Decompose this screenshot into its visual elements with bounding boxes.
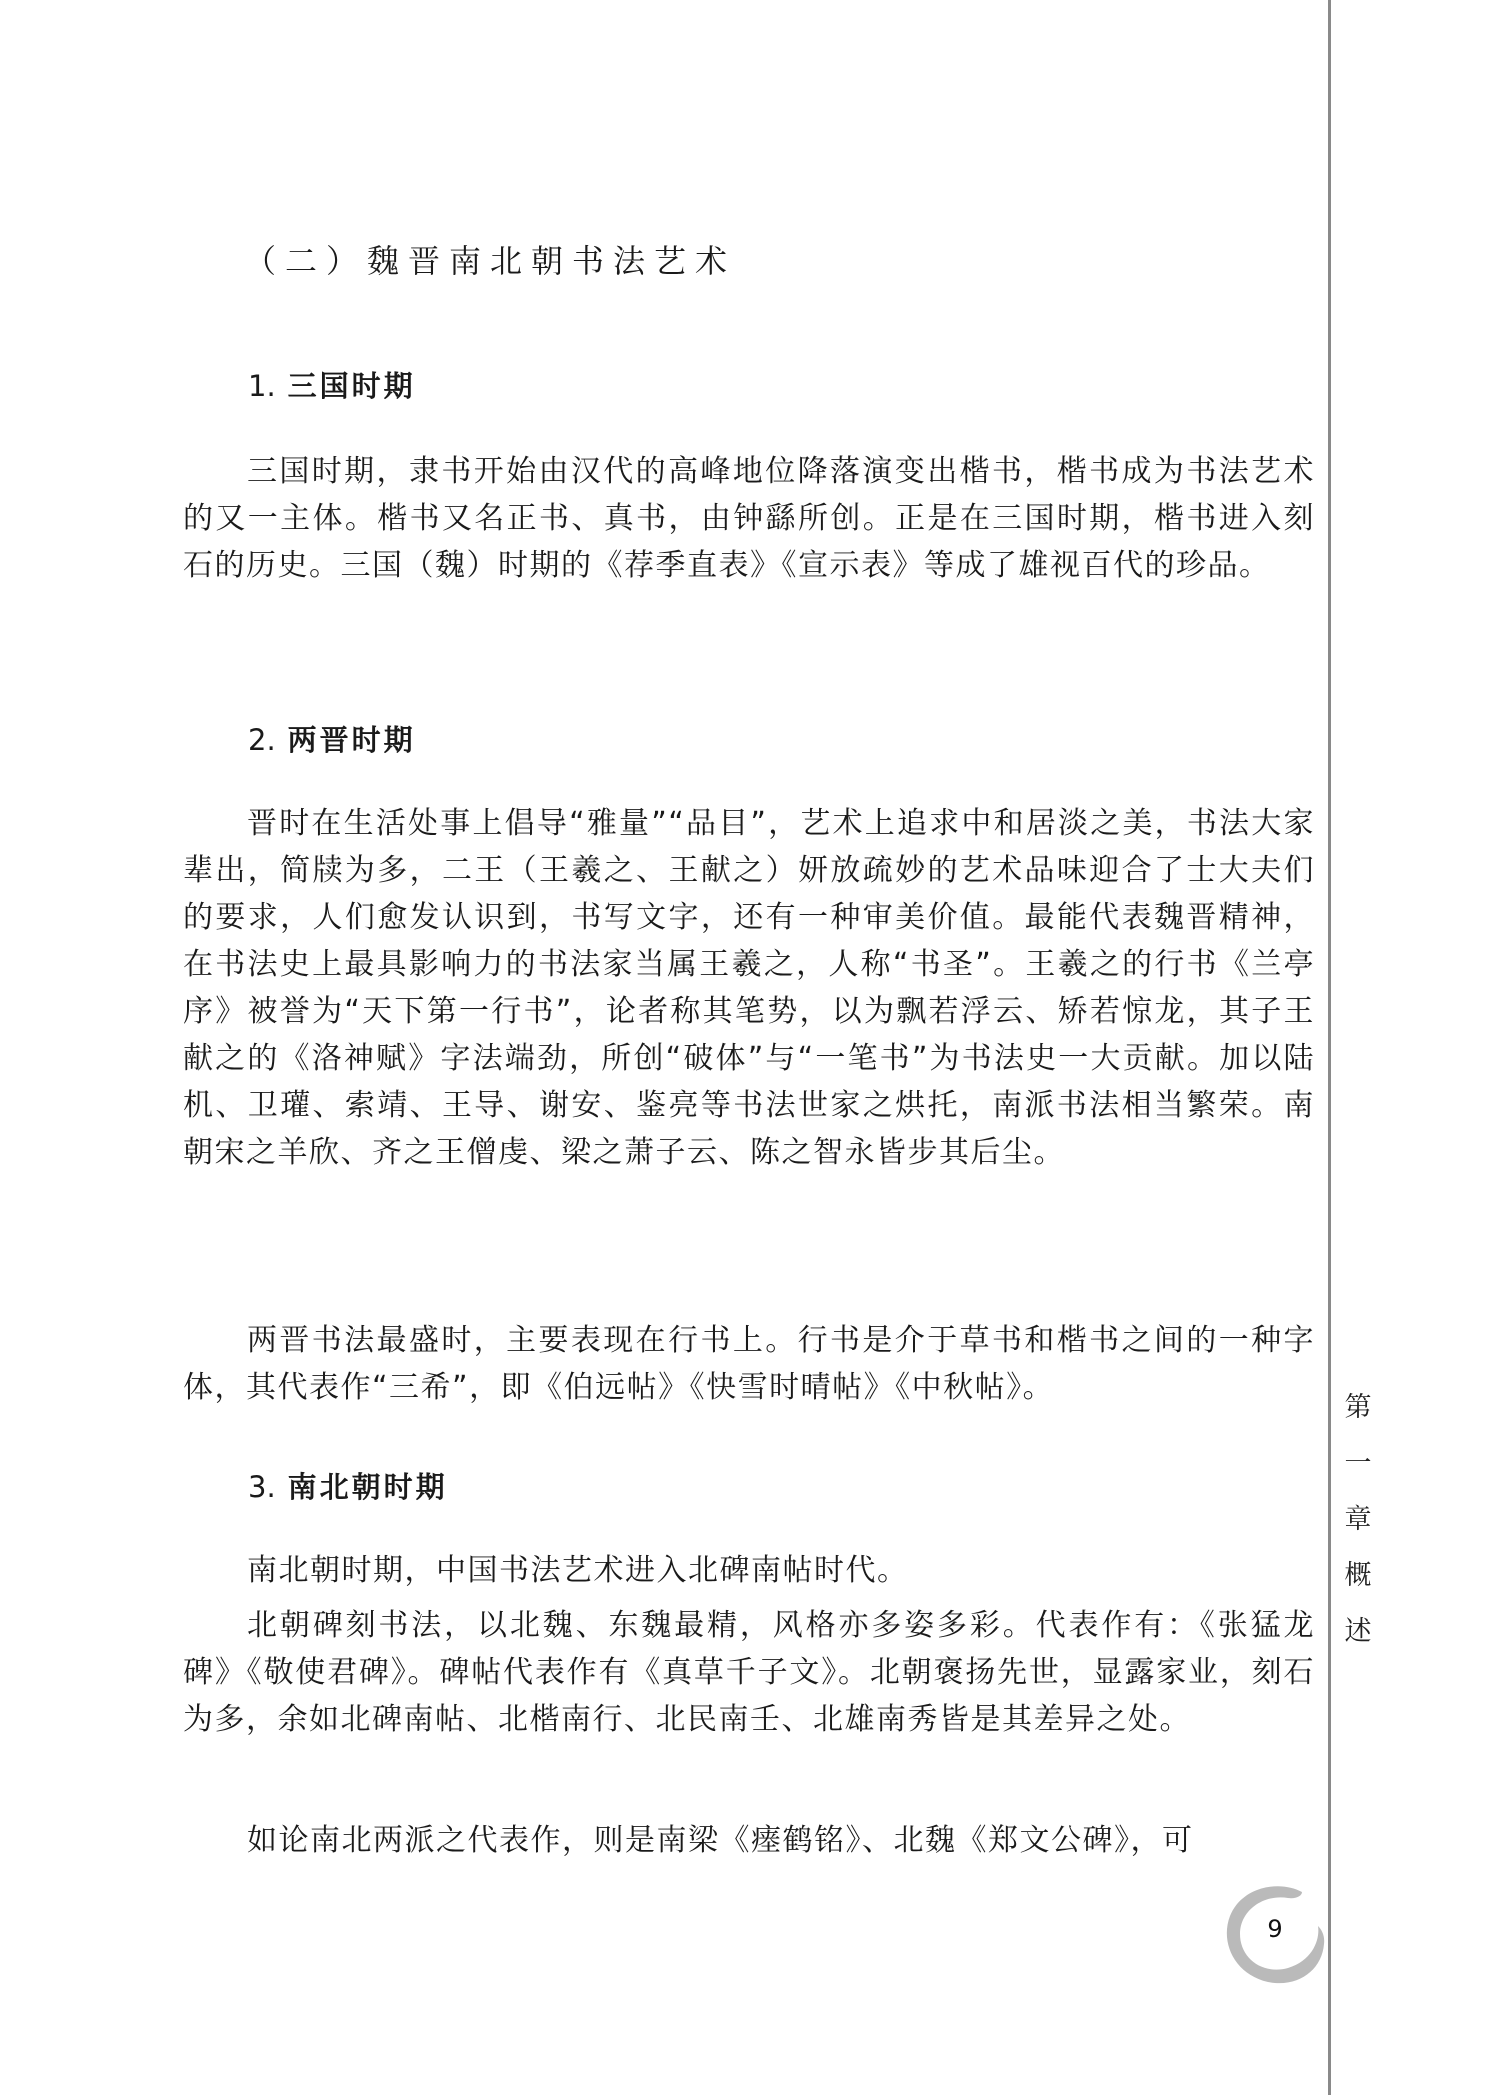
paragraph: 如论南北两派之代表作，则是南梁《瘗鹤铭》、北魏《郑文公碑》，可 <box>247 1823 1194 1858</box>
subsection-number: 2. <box>248 723 276 757</box>
chapter-tab-char: 概 <box>1344 1560 1372 1591</box>
paragraph: 晋时在生活处事上倡导“雅量”“品目”，艺术上追求中和居淡之美，书法大家辈出，简牍为多，二王（王羲之、王献之）妍放疏妙的艺术品味迎合了士大夫们的要求，人们愈发认识到，书写文字，还有一种审美价值。最能代表魏晋精神，在书法史上最具影响力的书法家当属王羲之，人称“书圣”。王羲之的行书《兰亭序》被誉为“天下第一行书”，论者称其笔势，以为飘若浮云、矫若惊龙，其子王献之的《洛神赋》字法端劲，所创“破体”与“一笔书”为书法史一大贡献。加以陆机、卫瓘、索靖、王导、谢安、鉴亮等书法世家之烘托，南派书法相当繁荣。南朝宋之羊欣、齐之王僧虔、梁之萧子云、陈之智永皆步其后尘。 <box>183 806 1315 1170</box>
subsection-heading-2 <box>248 718 416 759</box>
chapter-side-tab <box>1338 1380 1378 1660</box>
section-title: （二）魏晋南北朝书法艺术 <box>244 242 737 280</box>
chapter-tab-char: 述 <box>1344 1616 1372 1647</box>
paragraph: 北朝碑刻书法，以北魏、东魏最精，风格亦多姿多彩。代表作有：《张猛龙碑》《敬使君碑》。碑帖代表作有《真草千子文》。北朝褒扬先世，显露家业，刻石为多，余如北碑南帖、北楷南行、北民南壬、北雄南秀皆是其差异之处。 <box>183 1608 1315 1737</box>
margin-rule <box>1328 0 1331 2095</box>
page-number: 9 <box>1267 1915 1283 1943</box>
paragraph: 南北朝时期，中国书法艺术进入北碑南帖时代。 <box>247 1553 909 1588</box>
paragraph: 三国时期，隶书开始由汉代的高峰地位降落演变出楷书，楷书成为书法艺术的又一主体。楷书又名正书、真书，由钟繇所创。正是在三国时期，楷书进入刻石的历史。三国（魏）时期的《荐季直表》《宣示表》等成了雄视百代的珍品。 <box>183 454 1315 583</box>
subsection-number: 1. <box>248 369 276 403</box>
subsection-title: 两晋时期 <box>287 723 416 757</box>
subsection-title: 三国时期 <box>287 369 416 403</box>
subsection-title: 南北朝时期 <box>287 1470 448 1504</box>
subsection-number: 3. <box>248 1470 276 1504</box>
subsection-heading-1 <box>248 364 416 405</box>
subsection-heading-3 <box>248 1465 448 1506</box>
chapter-tab-char: 第 <box>1344 1392 1372 1423</box>
chapter-tab-char: 章 <box>1344 1504 1372 1535</box>
paragraph: 两晋书法最盛时，主要表现在行书上。行书是介于草书和楷书之间的一种字体，其代表作“三希”，即《伯远帖》《快雪时晴帖》《中秋帖》。 <box>183 1323 1315 1405</box>
chapter-tab-char: 一 <box>1344 1448 1372 1479</box>
